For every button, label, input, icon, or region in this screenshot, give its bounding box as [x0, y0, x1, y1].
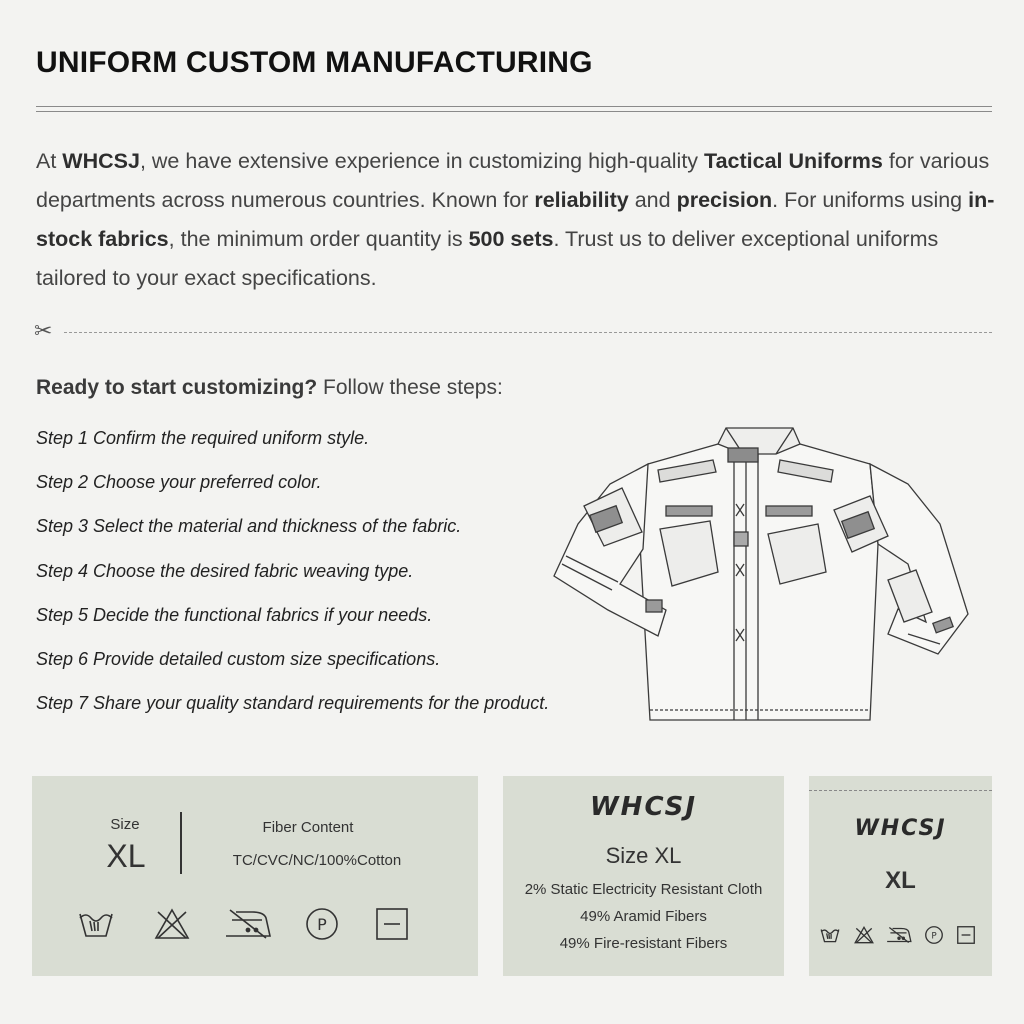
wash-icon	[819, 924, 841, 946]
svg-text:P: P	[931, 931, 937, 942]
dashed-line	[809, 790, 992, 791]
step-item: Step 5 Decide the functional fabrics if your needs.	[36, 604, 433, 625]
step-item: Step 6 Provide detailed custom size specifications.	[36, 648, 441, 669]
iron-icon	[222, 904, 274, 944]
svg-text:P: P	[317, 915, 327, 934]
step-item: Step 3 Select the material and thickness of the fabric.	[36, 516, 462, 537]
scissors-icon: ✂	[34, 318, 53, 343]
label-divider	[180, 812, 182, 874]
size-value: XL	[885, 867, 916, 894]
size-value: XL	[106, 838, 146, 874]
dry-clean-p-icon	[923, 924, 945, 946]
cut-divider	[34, 320, 992, 344]
steps-list	[36, 428, 549, 737]
care-icons-row	[819, 924, 977, 946]
fiber-line: 2% Static Electricity Resistant Cloth	[524, 881, 763, 898]
title-rule-top	[36, 106, 992, 107]
size-label: Size	[110, 816, 140, 833]
step-item: Step 7 Share your quality standard requirements for the product.	[36, 693, 550, 714]
care-label-1	[32, 776, 478, 976]
fiber-line: 49% Fire-resistant Fibers	[559, 935, 728, 952]
do-not-bleach-icon	[853, 924, 875, 946]
fiber-value: TC/CVC/NC/100%Cotton	[232, 852, 402, 869]
tumble-dry-icon	[955, 924, 977, 946]
tumble-dry-icon	[372, 904, 412, 944]
care-label-3	[809, 776, 992, 976]
size-value: Size XL	[605, 843, 682, 868]
step-item: Step 4 Choose the desired fabric weaving type.	[36, 560, 414, 581]
jacket-illustration	[548, 424, 972, 726]
fiber-line: 49% Aramid Fibers	[580, 908, 707, 925]
care-icons-row	[76, 904, 412, 944]
step-item: Step 1 Confirm the required uniform style.	[36, 428, 370, 448]
fiber-label: Fiber Content	[262, 819, 354, 836]
brand-logo: WHCSJ	[854, 816, 947, 841]
do-not-bleach-icon	[152, 904, 192, 944]
dashed-line	[64, 332, 992, 333]
care-label-2	[503, 776, 784, 976]
steps-heading: Ready to start customizing? Follow these steps:	[36, 376, 503, 399]
title-rule-bottom	[36, 111, 992, 112]
intro-paragraph: At WHCSJ, we have extensive experience in customizing high-quality Tactical Uniforms for various departments across numerous countries. Known for reliability and precision. For uniforms using in-stock fabrics, the minimum order quantity is 500 sets. Trust us to deliver exceptional uniforms tailored to your exact specifications.	[36, 149, 995, 290]
brand-logo: WHCSJ	[590, 792, 697, 822]
step-item: Step 2 Choose your preferred color.	[36, 472, 322, 493]
wash-icon	[76, 904, 116, 944]
iron-icon	[885, 924, 913, 946]
page-title: UNIFORM CUSTOM MANUFACTURING	[36, 46, 593, 79]
dry-clean-p-icon	[302, 904, 342, 944]
